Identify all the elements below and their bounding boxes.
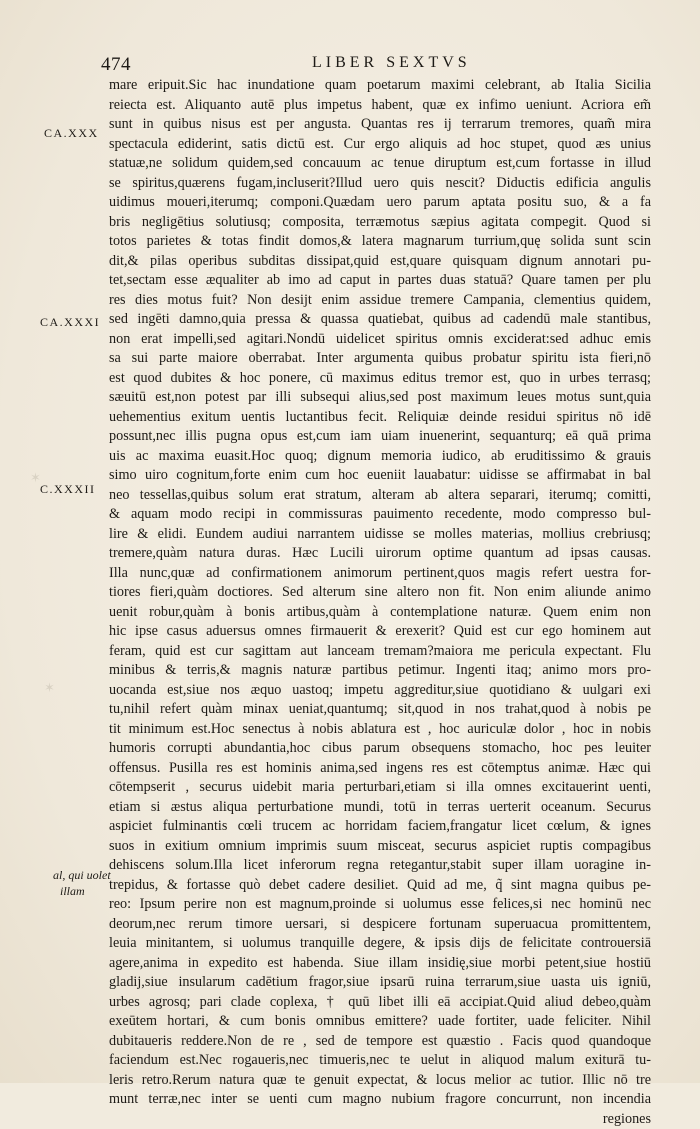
text-line: uehementius exitum uentis luctantibus fecit. Reliquiæ deinde residui spiritus nō idē <box>109 408 651 428</box>
text-line: offensus. Pusilla res est hominis anima,sed ingens res est cōtemptus animæ. Hæc qui <box>109 759 651 779</box>
text-line: deorum,nec rerum timore uersari, si despicere fortunam superuacua promittentem, <box>109 915 651 935</box>
text-line: aspiciet fulminantis cœli trucem ac horridam faciem,frangatur licet cœlum, & ignes <box>109 817 651 837</box>
text-line: sæuitū est,non potest par illi subsequi alius,sed post maximum leues motus sunt,quia <box>109 388 651 408</box>
marginal-gloss-line-2: illam <box>60 884 85 899</box>
text-line: uis ac maxima euasit.Hoc quoq; dignum memoria iudico, ab eruditissimo & grauis <box>109 447 651 467</box>
text-line: sa sui parte maiore oberrabat. Inter argumenta quibus probatur spiritu ista fieri,nō <box>109 349 651 369</box>
text-line: dubitaueris reddere.Non de re , sed de tempore est quæstio . Facis quod quandoque <box>109 1032 651 1052</box>
text-line: urbes agrosq; pari clade coplexa, † quū libet illi eā accipiat.Quid aliud debeo,quàm <box>109 993 651 1013</box>
chapter-marker-30: CA.XXX <box>44 126 99 141</box>
text-line: & aquam modo recipi in commissuras pauimento recedente, modo compresso bul- <box>109 505 651 525</box>
text-line: tet,sectam esse æqualiter ab imo ad caput in partes duas statuā? Quare tamen per plu <box>109 271 651 291</box>
text-line: reiecta est. Aliquanto autē plus impetus habent, quæ ex infimo ueniunt. Acriora em̃ <box>109 96 651 116</box>
text-line: simo uiro cognitum,forte enim cum hoc eueniit lauabatur: uidisse se affirmabat in bal <box>109 466 651 486</box>
running-head: LIBER SEXTVS <box>312 54 471 72</box>
text-line: tu,nihil refert quàm minax ueniat,quantumq; sit,quod in nos trahat,quod à nobis pe <box>109 700 651 720</box>
text-line: suos in exitium omnium imprimis suum misceat, securus aspiciet ruptis compagibus <box>109 837 651 857</box>
text-line: exeūtem hortari, & cum bonis omnibus emittere? uade fortiter, uade feliciter. Nihil <box>109 1012 651 1032</box>
text-line: dit,& pilas operibus subditas dissipat,quid est,quare quisquam dignum annotari pu- <box>109 252 651 272</box>
text-line: humoris corrupti abundantia,hoc cibus parum obsequens stomacho, hoc pes leuiter <box>109 739 651 759</box>
text-line: totos parietes & totas findit domos,& latera magnarum turrium,quę solida sunt scin <box>109 232 651 252</box>
text-line: trepidus, & fortasse quò debet cadere desiliet. Quid ad me, q̃ sint magna quibus pe- <box>109 876 651 896</box>
text-line: neo tessellas,quibus solum erat stratum, alteram ab altera separari, iterumq; comitti, <box>109 486 651 506</box>
body-text <box>109 76 651 1129</box>
text-line: lire & elidi. Eundem audiui narrantem uidisse se molles materias, mollius crebriusq; <box>109 525 651 545</box>
text-line: hic ipse casus aduersus omnes firmauerit & erexerit? Quid est cur ego hominem aut <box>109 622 651 642</box>
text-line: dehiscens solum.Illa licet inferorum regna retegantur,stabit super illam uoragine in- <box>109 856 651 876</box>
text-line: spectacula ediderint, satis dictū est. Cur ergo aliquis ad hoc stupet, quod æs unius <box>109 135 651 155</box>
text-line: est quod dubites & hoc ponere, cū maximus editus tremor est, quo in urbes terrasq; <box>109 369 651 389</box>
text-line: uenit robur,quàm à bonis artibus,quàm à contemplatione naturæ. Quem enim non <box>109 603 651 623</box>
page-number: 474 <box>101 54 131 76</box>
text-line: regiones <box>109 1110 651 1129</box>
text-line: uidimus moueri,iterumq; componi.Quædam uero parum aptata positu suo, & a fa <box>109 193 651 213</box>
text-line: possunt,nec illis pugna opus est,cum iam uiam inuenerint, sequanturq; eā quā prima <box>109 427 651 447</box>
text-line: minibus & terris,& magnis naturæ partibus petimur. Ingenti itaq; animo mors pro- <box>109 661 651 681</box>
chapter-marker-31: CA.XXXI <box>40 315 100 330</box>
text-line: Illa nunc,quæ ad confirmationem animorum pertinent,quos magis refert uestra for- <box>109 564 651 584</box>
show-through-mark: ✶ <box>44 680 55 696</box>
marginal-gloss-line-1: al, qui uolet <box>53 868 111 883</box>
show-through-mark: ✶ <box>30 470 41 486</box>
text-line: sunt in quibus nisus est per angusta. Quantas res ij terrarum tremores, quam̃ mira <box>109 115 651 135</box>
text-line: cōtempserit , securus uidebit maria perturbari,etiam si illa omnes excitauerint uenti, <box>109 778 651 798</box>
text-line: tit minimum est.Hoc senectus à nobis ablatura est , hoc auriculæ dolor , hoc in nobis <box>109 720 651 740</box>
text-line: statuæ,ne solidum quidem,sed concauum ac tenue diruptum est,cum fortasse in illud <box>109 154 651 174</box>
text-line: etiam si æstus aliqua perturbatione mundi, totū in terras uerterit oceanum. Securus <box>109 798 651 818</box>
chapter-marker-32: C.XXXII <box>40 482 96 497</box>
text-line: uocanda est,siue nos æquo uastoq; impetu aggreditur,siue quotidiano & uulgari exi <box>109 681 651 701</box>
text-line: sed ingēti damno,quia pressa & quassa quatiebat, quibus ad cadendū male stantibus, <box>109 310 651 330</box>
text-line: se spiritus,quærens fugam,incluserit?Illud uero quis nescit? Diductis edificia angulis <box>109 174 651 194</box>
text-line: reo: Ipsum perire non est magnum,proinde si uolumus esse felices,si nec hominū nec <box>109 895 651 915</box>
text-line: non erat impelli,sed agitari.Nondū uidelicet spiritus omnis exciderat:sed adhuc emis <box>109 330 651 350</box>
text-line: agere,anima in expedito est habenda. Siue illam insidię,siue morbi petent,siue hostiū <box>109 954 651 974</box>
text-line: res dies motus fuit? Non desijt enim assidue tremere Campania, clementius quidem, <box>109 291 651 311</box>
text-line: munt terræ,nec inter se uenti cum magno nubium fragore concurrunt, non incendia <box>109 1090 651 1110</box>
text-line: gladij,siue insularum cadētium fragor,siue ipsarū ruina terrarum,siue uasta uis igniū, <box>109 973 651 993</box>
text-line: faciendum est.Nec rogaueris,nec timueris,nec te uelut in aliquod malum exiturā tu- <box>109 1051 651 1071</box>
text-line: leuia minitantem, si uolumus tranquille degere, & ipsis dijs de felicitate controuersiā <box>109 934 651 954</box>
text-line: feram, quid est cur sagittam aut lanceam tremam?maiora me pericula expectant. Flu <box>109 642 651 662</box>
text-line: tremere,quàm natura duras. Hæc Lucili uirorum optime quantum ad ipsas causas. <box>109 544 651 564</box>
text-line: tiores fieri,quàm doctiores. Sed alterum sine altero non fit. Non enim aliunde animo <box>109 583 651 603</box>
text-line: mare eripuit.Sic hac inundatione quam poetarum maximi celebrant, ab Italia Sicilia <box>109 76 651 96</box>
text-line: bris negligētius solutiusq; composita, terræmotus sæpius agitata compegit. Quod si <box>109 213 651 233</box>
text-line: leris retro.Rerum natura quæ te genuit expectat, & locus melior ac tutior. Illic nō tre <box>109 1071 651 1091</box>
